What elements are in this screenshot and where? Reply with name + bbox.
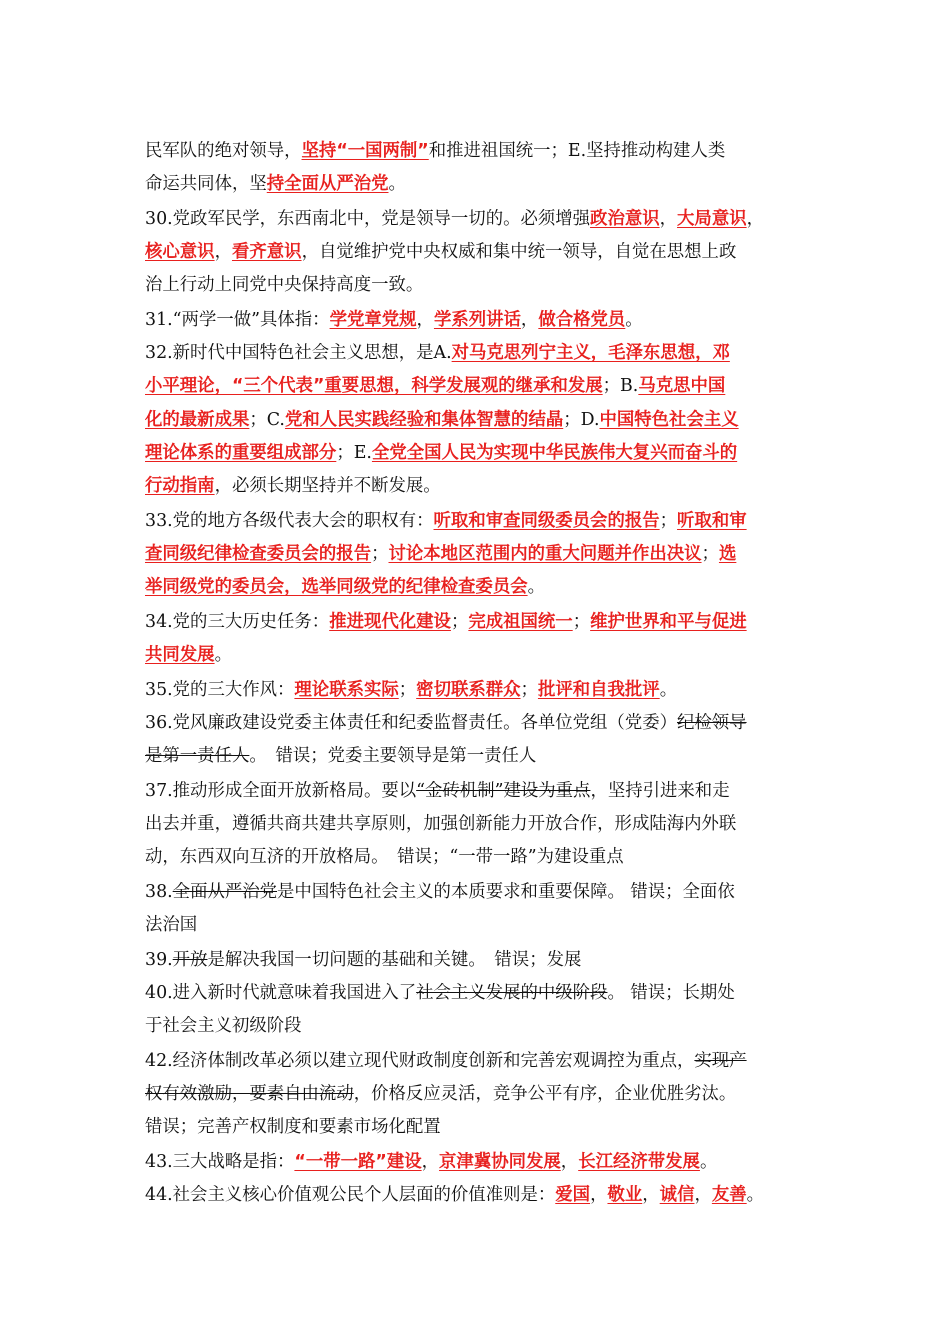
text-run: 治上行动上同党中央保持高度一致。 bbox=[145, 275, 424, 295]
text-run: ， bbox=[642, 1185, 660, 1205]
document-line bbox=[145, 538, 736, 570]
document-line bbox=[145, 571, 545, 603]
text-run: ； bbox=[701, 544, 719, 564]
struck-error: 权有效激励，要素自由流动 bbox=[145, 1084, 354, 1104]
text-run: 35.党的三大作风： bbox=[145, 680, 295, 700]
document-line bbox=[145, 944, 581, 976]
document-line bbox=[145, 337, 730, 369]
document-line bbox=[145, 674, 677, 706]
text-run: ； bbox=[520, 680, 538, 700]
text-run: 43.三大战略是指： bbox=[145, 1152, 295, 1172]
text-run: ，必须长期坚持并不断发展。 bbox=[214, 476, 441, 496]
text-run: ； bbox=[450, 612, 469, 632]
struck-error: 是第一责任人 bbox=[145, 746, 250, 766]
document-line bbox=[145, 1111, 441, 1143]
text-run: 。 bbox=[746, 1185, 765, 1205]
answer-highlight: 维护世界和平与促进 bbox=[590, 612, 747, 632]
document-line bbox=[145, 135, 725, 167]
answer-highlight: “一带一路”建设 bbox=[294, 1152, 422, 1172]
answer-highlight: 听取和审查同级委员会的报告 bbox=[433, 511, 660, 531]
struck-error: 开放 bbox=[172, 950, 208, 970]
document-line bbox=[145, 1078, 736, 1110]
text-run: ， bbox=[590, 1185, 608, 1205]
text-run: ，价格反应灵活，竞争公平有序，企业优胜劣汰。 bbox=[353, 1084, 737, 1104]
answer-highlight: 做合格党员 bbox=[538, 310, 626, 330]
text-run: 31.“两学一做”具体指： bbox=[145, 310, 330, 330]
answer-highlight: 查同级纪律检查委员会的报告 bbox=[145, 544, 372, 564]
text-run: 33.党的地方各级代表大会的职权有： bbox=[145, 511, 434, 531]
document-line bbox=[145, 269, 423, 301]
struck-error: 纪检领导 bbox=[677, 713, 747, 733]
text-run: 于社会主义初级阶段 bbox=[145, 1016, 302, 1036]
answer-highlight: 听取和审 bbox=[677, 511, 747, 531]
answer-highlight: 京津冀协同发展 bbox=[439, 1152, 561, 1172]
answer-highlight: 化的最新成果 bbox=[145, 410, 250, 430]
document-line bbox=[145, 437, 737, 469]
text-run: ； bbox=[371, 544, 389, 564]
text-run: 。 错误；党委主要领导是第一责任人 bbox=[249, 746, 537, 766]
answer-highlight: 敬业 bbox=[607, 1185, 643, 1205]
document-line bbox=[145, 909, 197, 941]
document-line bbox=[145, 505, 747, 537]
text-run: 。 bbox=[388, 174, 406, 194]
document-line bbox=[145, 808, 736, 840]
text-run: 和推进祖国统一；E.坚持推动构建人类 bbox=[428, 141, 726, 161]
text-run: ， bbox=[746, 209, 765, 229]
text-run: 36.党风廉政建设党委主体责任和纪委监督责任。各单位党组（党委） bbox=[145, 713, 677, 733]
answer-highlight: 行动指南 bbox=[145, 476, 215, 496]
answer-highlight: 理论联系实际 bbox=[294, 680, 399, 700]
text-run: ；B. bbox=[602, 376, 639, 396]
answer-highlight: 举同级党的委员会，选举同级党的纪律检查委员会 bbox=[145, 577, 528, 597]
answer-highlight: 理论体系的重要组成部分 bbox=[145, 443, 337, 463]
answer-highlight: 批评和自我批评 bbox=[537, 680, 660, 700]
answer-highlight: 讨论本地区范围内的重大问题并作出决议 bbox=[388, 544, 702, 564]
document-line bbox=[145, 168, 406, 200]
text-run: ， bbox=[214, 242, 232, 262]
text-run: ， bbox=[659, 209, 678, 229]
text-run: 民军队的绝对领导， bbox=[145, 141, 302, 161]
document-line bbox=[145, 606, 747, 638]
document-line bbox=[145, 304, 643, 336]
answer-highlight: 完成祖国统一 bbox=[468, 612, 573, 632]
text-run: ； bbox=[398, 680, 417, 700]
answer-highlight: 推进现代化建设 bbox=[329, 612, 451, 632]
document-line bbox=[145, 370, 725, 402]
answer-highlight: 对马克思列宁主义，毛泽东思想，邓 bbox=[451, 343, 730, 363]
text-run: 。 bbox=[214, 645, 232, 665]
text-run: 44.社会主义核心价值观公民个人层面的价值准则是： bbox=[145, 1185, 556, 1205]
text-run: ，坚持引进来和走 bbox=[590, 781, 730, 801]
text-run: 。 bbox=[659, 680, 678, 700]
text-run: 37.推动形成全面开放新格局。要以 bbox=[145, 781, 417, 801]
text-run: 38. bbox=[145, 882, 173, 902]
document-line bbox=[145, 404, 739, 436]
text-run: 32.新时代中国特色社会主义思想，是A. bbox=[145, 343, 452, 363]
text-run: 34.党的三大历史任务： bbox=[145, 612, 330, 632]
document-line bbox=[145, 876, 735, 908]
struck-error: 全面从严治党 bbox=[172, 882, 278, 902]
text-run: 40.进入新时代就意味着我国进入了 bbox=[145, 983, 417, 1003]
answer-highlight: 小平理论，“三个代表”重要思想，科学发展观的继承和发展 bbox=[145, 376, 603, 396]
answer-highlight: 持全面从严治党 bbox=[266, 174, 389, 194]
answer-highlight: 党和人民实践经验和集体智慧的结晶 bbox=[284, 410, 564, 430]
text-run: 是中国特色社会主义的本质要求和重要保障。 错误；全面依 bbox=[277, 882, 735, 902]
answer-highlight: 看齐意识 bbox=[231, 242, 302, 262]
answer-highlight: 密切联系群众 bbox=[416, 680, 521, 700]
document-line bbox=[145, 470, 441, 502]
text-run: ；C. bbox=[249, 410, 285, 430]
answer-highlight: 诚信 bbox=[659, 1185, 695, 1205]
document-line bbox=[145, 203, 764, 235]
text-run: 39. bbox=[145, 950, 173, 970]
document-line bbox=[145, 977, 735, 1009]
document-line bbox=[145, 1179, 764, 1211]
text-run: 是解决我国一切问题的基础和关键。 错误；发展 bbox=[207, 950, 582, 970]
document-line bbox=[145, 775, 730, 807]
struck-error: 实现产 bbox=[694, 1051, 747, 1071]
text-run: 。 错误；长期处 bbox=[607, 983, 735, 1003]
answer-highlight: 友善 bbox=[711, 1185, 747, 1205]
answer-highlight: 核心意识 bbox=[145, 242, 215, 262]
document-line bbox=[145, 707, 747, 739]
text-run: ， bbox=[416, 310, 434, 330]
document-line bbox=[145, 639, 232, 671]
answer-highlight: 选 bbox=[718, 544, 737, 564]
document-line bbox=[145, 1045, 747, 1077]
answer-highlight: 全党全国人民为实现中华民族伟大复兴而奋斗的 bbox=[371, 443, 738, 463]
document-line bbox=[145, 740, 536, 772]
answer-highlight: 学党章党规 bbox=[329, 310, 417, 330]
text-run: ， bbox=[421, 1152, 440, 1172]
text-run: 42.经济体制改革必须以建立现代财政制度创新和完善宏观调控为重点， bbox=[145, 1051, 695, 1071]
text-run: ；E. bbox=[336, 443, 372, 463]
text-run: 动，东西双向互济的开放格局。 错误；“一带一路”为建设重点 bbox=[145, 847, 624, 867]
text-run: ； bbox=[572, 612, 591, 632]
answer-highlight: 学系列讲话 bbox=[433, 310, 521, 330]
answer-highlight: 坚持“一国两制” bbox=[301, 141, 429, 161]
answer-highlight: 共同发展 bbox=[145, 645, 215, 665]
text-run: 。 bbox=[625, 310, 643, 330]
answer-highlight: 大局意识 bbox=[677, 209, 747, 229]
document-line bbox=[145, 236, 736, 268]
text-run: 。 bbox=[699, 1152, 718, 1172]
answer-highlight: 政治意识 bbox=[590, 209, 660, 229]
struck-error: “金砖机制”建设为重点 bbox=[416, 781, 591, 801]
document-line bbox=[145, 841, 624, 873]
text-run: 命运共同体，坚 bbox=[145, 174, 267, 194]
text-run: ， bbox=[694, 1185, 712, 1205]
text-run: 。 bbox=[527, 577, 546, 597]
text-run: 出去并重，遵循共商共建共享原则，加强创新能力开放合作，形成陆海内外联 bbox=[145, 814, 737, 834]
text-run: ，自觉维护党中央权威和集中统一领导，自觉在思想上政 bbox=[301, 242, 737, 262]
text-run: ， bbox=[520, 310, 539, 330]
answer-highlight: 长江经济带发展 bbox=[578, 1152, 700, 1172]
answer-highlight: 爱国 bbox=[555, 1185, 591, 1205]
answer-highlight: 中国特色社会主义 bbox=[599, 410, 739, 430]
text-run: 30.党政军民学，东西南北中，党是领导一切的。必须增强 bbox=[145, 209, 591, 229]
answer-highlight: 马克思中国 bbox=[638, 376, 726, 396]
text-run: ； bbox=[659, 511, 678, 531]
text-run: 错误；完善产权制度和要素市场化配置 bbox=[145, 1117, 441, 1137]
text-run: ， bbox=[560, 1152, 579, 1172]
document-line bbox=[145, 1010, 302, 1042]
struck-error: 社会主义发展的中级阶段 bbox=[416, 983, 608, 1003]
text-run: 法治国 bbox=[145, 915, 198, 935]
text-run: ；D. bbox=[563, 410, 600, 430]
document-line bbox=[145, 1146, 717, 1178]
